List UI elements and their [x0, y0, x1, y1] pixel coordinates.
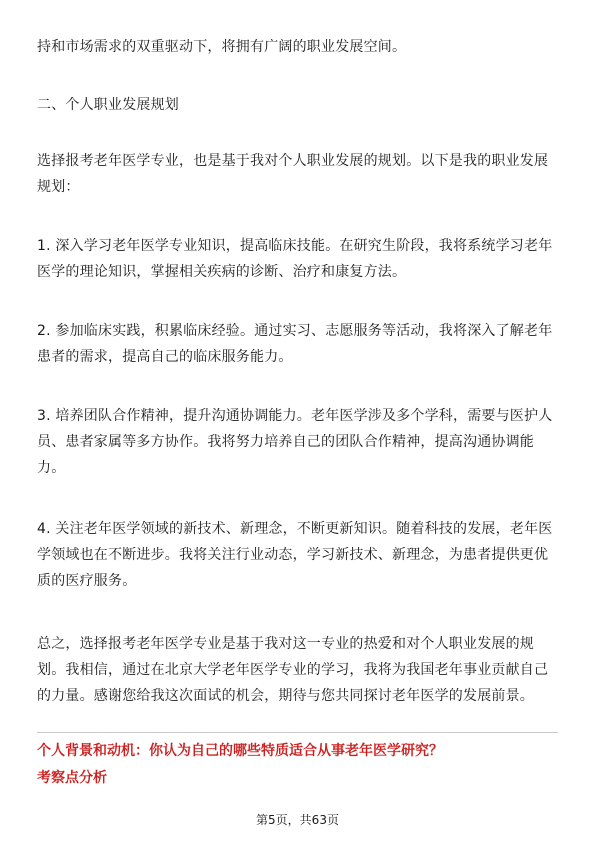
paragraph-intro-continuation: 持和市场需求的双重驱动下，将拥有广阔的职业发展空间。: [37, 39, 407, 55]
analysis-heading: 考察点分析: [37, 770, 107, 786]
paragraph-plan-item-4: 4. 关注老年医学领域的新技术、新理念，不断更新知识。随着科技的发展，老年医学领域也在不断进步。我将关注行业动态，学习新技术、新理念，为患者提供更优质的医疗服务。: [37, 521, 553, 589]
paragraph-conclusion: 总之，选择报考老年医学专业是基于我对这一专业的热爱和对个人职业发展的规划。我相信，通过在北京大学老年医学专业的学习，我将为我国老年事业贡献自己的力量。感谢您给我这次面试的机会，期待与您共同探讨老年医学的发展前景。: [37, 636, 549, 704]
paragraph-plan-item-2: 2. 参加临床实践，积累临床经验。通过实习、志愿服务等活动，我将深入了解老年患者的需求，提高自己的临床服务能力。: [37, 323, 553, 365]
section-heading-career-plan: 二、个人职业发展规划: [37, 97, 179, 113]
section-divider: [37, 732, 558, 733]
interview-question: 个人背景和动机：你认为自己的哪些特质适合从事老年医学研究？: [37, 743, 443, 759]
paragraph-plan-item-1: 1. 深入学习老年医学专业知识，提高临床技能。在研究生阶段，我将系统学习老年医学的理论知识，掌握相关疾病的诊断、治疗和康复方法。: [37, 238, 553, 280]
paragraph-plan-item-3: 3. 培养团队合作精神，提升沟通协调能力。老年医学涉及多个学科，需要与医护人员、患者家属等多方协作。我将努力培养自己的团队合作精神，提高沟通协调能力。: [37, 408, 553, 476]
page-number-footer: 第5页，共63页: [256, 813, 339, 827]
paragraph-plan-intro: 选择报考老年医学专业，也是基于我对个人职业发展的规划。以下是我的职业发展规划：: [37, 153, 549, 195]
